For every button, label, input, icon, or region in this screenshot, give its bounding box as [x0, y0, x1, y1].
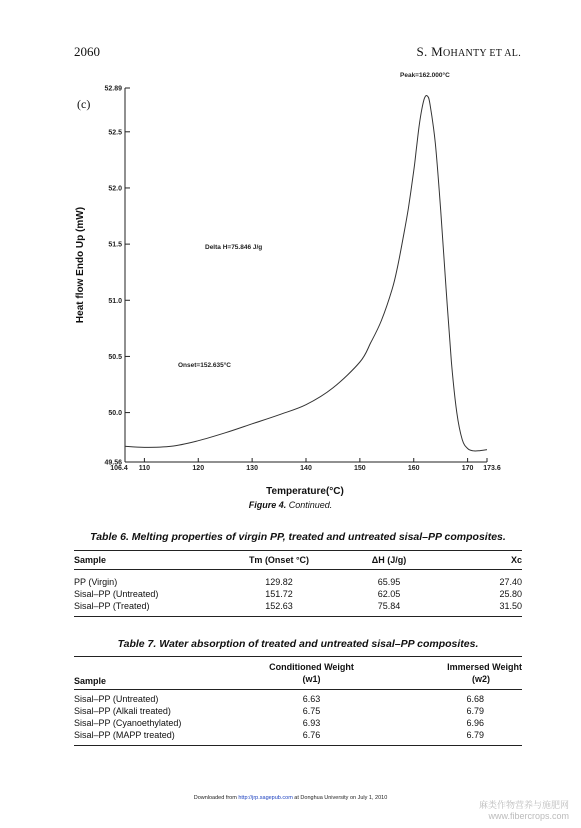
- cell-sample: Sisal–PP (Untreated): [74, 588, 159, 599]
- y-tick-label: 52.0: [108, 185, 122, 193]
- cell-sample: Sisal–PP (Alkali treated): [74, 705, 171, 716]
- table-row: [74, 717, 522, 729]
- table6-header-tm: Tm (Onset °C): [248, 555, 310, 565]
- cell-tm: 129.82: [265, 576, 293, 587]
- y-axis-title: Heat flow Endo Up (mW): [75, 206, 86, 324]
- annotation-peak: Peak=162.000°C: [400, 72, 450, 79]
- table7-header-w2: (w2): [472, 674, 490, 684]
- table7: [74, 656, 522, 746]
- table7-header-immersed-label: Immersed Weight: [447, 662, 522, 672]
- footer-suffix: at Donghua University on July 1, 2010: [292, 795, 388, 801]
- table-row: [74, 588, 522, 600]
- y-tick-label: 52.5: [108, 129, 122, 137]
- table7-header-conditioned-label: Conditioned Weight: [269, 662, 354, 672]
- cell-w1: 6.93: [302, 717, 321, 728]
- cell-w1: 6.75: [302, 705, 321, 716]
- cell-xc: 27.40: [499, 576, 522, 587]
- cell-w2: 6.68: [466, 693, 484, 704]
- cell-sample: Sisal–PP (MAPP treated): [74, 729, 175, 740]
- y-tick-label: 50.5: [108, 353, 122, 361]
- cell-sample: Sisal–PP (Cyanoethylated): [74, 717, 182, 728]
- cell-dh: 62.05: [377, 588, 401, 599]
- table6-header-xc: Xc: [510, 555, 522, 565]
- cell-w2: 6.79: [466, 729, 484, 740]
- x-tick-label: 170: [461, 465, 474, 472]
- page-number: 2060: [74, 44, 100, 59]
- table-row: [74, 705, 522, 717]
- cell-sample: Sisal–PP (Treated): [74, 600, 150, 611]
- x-tick-label: 106.4: [110, 465, 128, 472]
- table7-caption: Table 7. Water absorption of treated and untreated sisal–PP composites.: [117, 638, 479, 650]
- annotation-onset: Onset=152.635°C: [178, 362, 232, 369]
- y-tick-group: [104, 86, 130, 467]
- table6-header-row: [74, 551, 522, 570]
- cell-tm: 152.63: [265, 600, 293, 611]
- x-tick-label: 173.6: [483, 465, 501, 472]
- cell-w2: 6.79: [466, 705, 484, 716]
- x-tick-label: 150: [354, 465, 366, 472]
- cell-w1: 6.76: [302, 729, 321, 740]
- table-row: [74, 600, 522, 617]
- cell-sample: PP (Virgin): [74, 576, 118, 587]
- running-head-rest: OHANTY ET AL.: [442, 48, 521, 59]
- table6-header-sample: Sample: [74, 555, 107, 565]
- figure-caption-label: Figure 4.: [248, 500, 287, 510]
- footer-link[interactable]: http://jrp.sagepub.com: [238, 795, 293, 801]
- table7-header-sample: Sample: [74, 676, 107, 686]
- watermark-line2: www.fibercrops.com: [488, 811, 569, 821]
- x-tick-label: 130: [246, 465, 258, 472]
- x-tick-label: 140: [300, 465, 312, 472]
- figure-caption-text: Continued.: [288, 500, 333, 510]
- cell-dh: 75.84: [377, 600, 401, 611]
- table7-header-immersed: [399, 657, 522, 690]
- x-tick-label: 120: [192, 465, 205, 472]
- watermark: [479, 800, 569, 822]
- table7-header-w1: (w1): [302, 674, 321, 684]
- y-tick-label: 49.56: [104, 459, 122, 467]
- annotation-delta-h: Delta H=75.846 J/g: [205, 244, 263, 251]
- cell-tm: 151.72: [265, 588, 293, 599]
- y-tick-label: 51.5: [108, 241, 122, 249]
- watermark-line1: 麻类作物营养与施肥网: [478, 800, 569, 810]
- x-axis-title: Temperature(°C): [266, 486, 344, 497]
- dsc-curve: [125, 96, 487, 451]
- table7-header-row: [74, 657, 522, 690]
- running-head-initial: S. M: [416, 44, 443, 59]
- panel-label: (c): [77, 97, 91, 111]
- table7-header-conditioned: [224, 657, 399, 690]
- x-tick-label: 160: [407, 465, 420, 472]
- cell-dh: 65.95: [377, 576, 401, 587]
- cell-w1: 6.63: [302, 693, 321, 704]
- table-row: [74, 729, 522, 746]
- table-row: [74, 693, 522, 705]
- table-row: [74, 576, 522, 588]
- y-tick-label: 50.0: [108, 410, 122, 418]
- table6: [74, 550, 522, 617]
- cell-xc: 31.50: [499, 600, 522, 611]
- cell-xc: 25.80: [499, 588, 522, 599]
- y-tick-label: 51.0: [108, 297, 122, 305]
- table6-header-dh: ΔH (J/g): [371, 555, 407, 565]
- x-tick-label: 110: [138, 465, 151, 472]
- footer-prefix: Downloaded from: [193, 795, 239, 801]
- cell-w2: 6.96: [466, 717, 484, 728]
- x-tick-group: [110, 458, 501, 472]
- cell-sample: Sisal–PP (Untreated): [74, 693, 159, 704]
- figure-caption: [0, 500, 581, 510]
- table6-caption: Table 6. Melting properties of virgin PP, treated and untreated sisal–PP composites.: [90, 531, 506, 543]
- y-tick-label: 52.89: [104, 85, 122, 93]
